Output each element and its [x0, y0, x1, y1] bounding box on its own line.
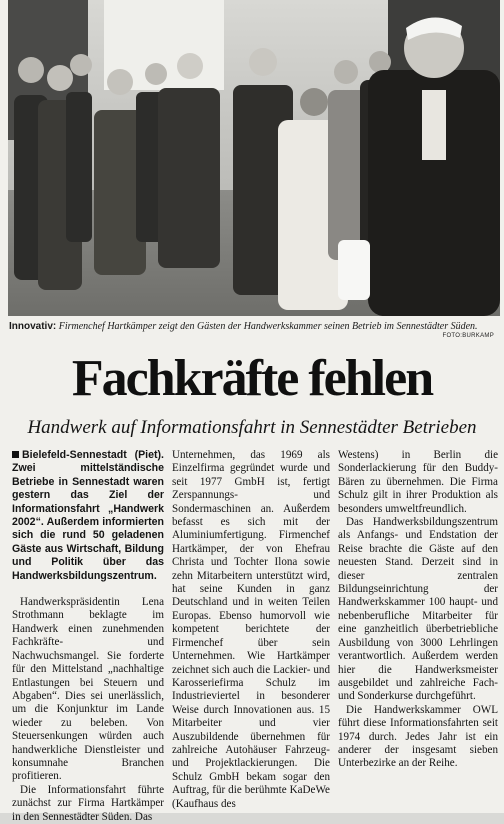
article-column-3	[338, 449, 498, 771]
photo-credit: FOTO:BURKAMP	[442, 333, 494, 339]
caption-lead: Innovativ:	[9, 321, 57, 332]
article-column-2	[172, 449, 330, 811]
article-column-1	[12, 449, 164, 824]
article-headline: Fachkräfte fehlen	[71, 350, 433, 407]
paragraph: Das Handwerksbildungszentrum als Anfangs- und Endstation der Reise brachte die Gäste auf den neuesten Stand. Derzeit sind in dieser zentralen Bildungseinrichtung der Handwerkskammer 100 haupt- und nebenberufliche Mitarbeiter für eine ganzheitlich überbetriebliche Ausbildung von 3000 Lehrlingen verantwortlich. Außerdem werden hier die Handwerksmeister ausgebildet und zahlreiche Fach- und Sonderkurse durchgeführt.	[338, 516, 498, 703]
paragraph: Handwerkspräsidentin Lena Strothmann beklagte im Handwerk einen zunehmenden Fachkräfte- und Nachwuchsmangel. Sie forderte für den Mittelstand „nachhaltige Entlastungen bei Steuern und Abgaben“. Dies sei unerlässlich, um die Konjunktur im Lande wieder zu beleben. Von Steuersenkungen würden auch handwerkliche Dienstleister und konsumnahe Branchen profitieren.	[12, 596, 164, 783]
paragraph: Westens) in Berlin die Sonderlackierung für den Buddy-Bären zu übernehmen. Die Firma Schulz gilt in ihrer Produktion als besonders umweltfreundlich.	[338, 449, 498, 515]
caption-text: Firmenchef Hartkämper zeigt den Gästen der Handwerkskammer seinen Betrieb im Sennestädter Süden.	[58, 321, 478, 332]
group-photo-illustration	[8, 0, 500, 316]
paragraph: Die Handwerkskammer OWL führt diese Informationsfahrten seit 1974 durch. Jedes Jahr ist ein anderer der insgesamt sieben Unterbezirke an der Reihe.	[338, 703, 498, 770]
intro-text: Bielefeld-Sennestadt (Piet). Zwei mittelständische Betriebe in Sennestadt waren gestern das Ziel der Informationsfahrt „Handwerk 2002“. Außerdem informierten sich die rund 50 geladenen Gäste aus Wirtschaft, Bildung und Politik über das Handwerksbildungszentrum.	[12, 449, 164, 582]
article-intro	[12, 449, 164, 583]
bullet-square-icon	[12, 451, 19, 458]
photo-caption	[9, 320, 497, 333]
paragraph: Unternehmen, das 1969 als Einzelfirma gegründet wurde und seit 1977 GmbH ist, fertigt Zerspannungs- und Sondermaschinen an. Außerdem befasst es sich mit der Aluminiumfertigung. Firmenchef Hartkämper, der von Ehefrau Christa und Tochter Ilona sowie zehn Mitarbeitern unterstützt wird, hat seine Kunden in ganz Deutschland und in weiten Teilen Europas. Ebenso humorvoll wie kompetent berichtete der Firmenchef über sein Unternehmen. Wie Hartkämper zeichnet sich auch die Lackier- und Karosseriefirma Schulz im Industrieviertel in besonderer Weise durch Innovationen aus. 15 Mitarbeiter und vier Auszubildende übernehmen für zahlreiche Autohäuser Fahrzeug- und Projektlackierungen. Die Schulz GmbH bekam sogar den Auftrag, für die berühmte KaDeWe (Kaufhaus des	[172, 449, 330, 810]
article-subheadline: Handwerk auf Informationsfahrt in Sennestädter Betrieben	[27, 417, 477, 438]
paragraph: Die Informationsfahrt führte zunächst zur Firma Hartkämper in den Sennestädter Süden. Das	[12, 783, 164, 823]
article-photo	[8, 0, 500, 316]
